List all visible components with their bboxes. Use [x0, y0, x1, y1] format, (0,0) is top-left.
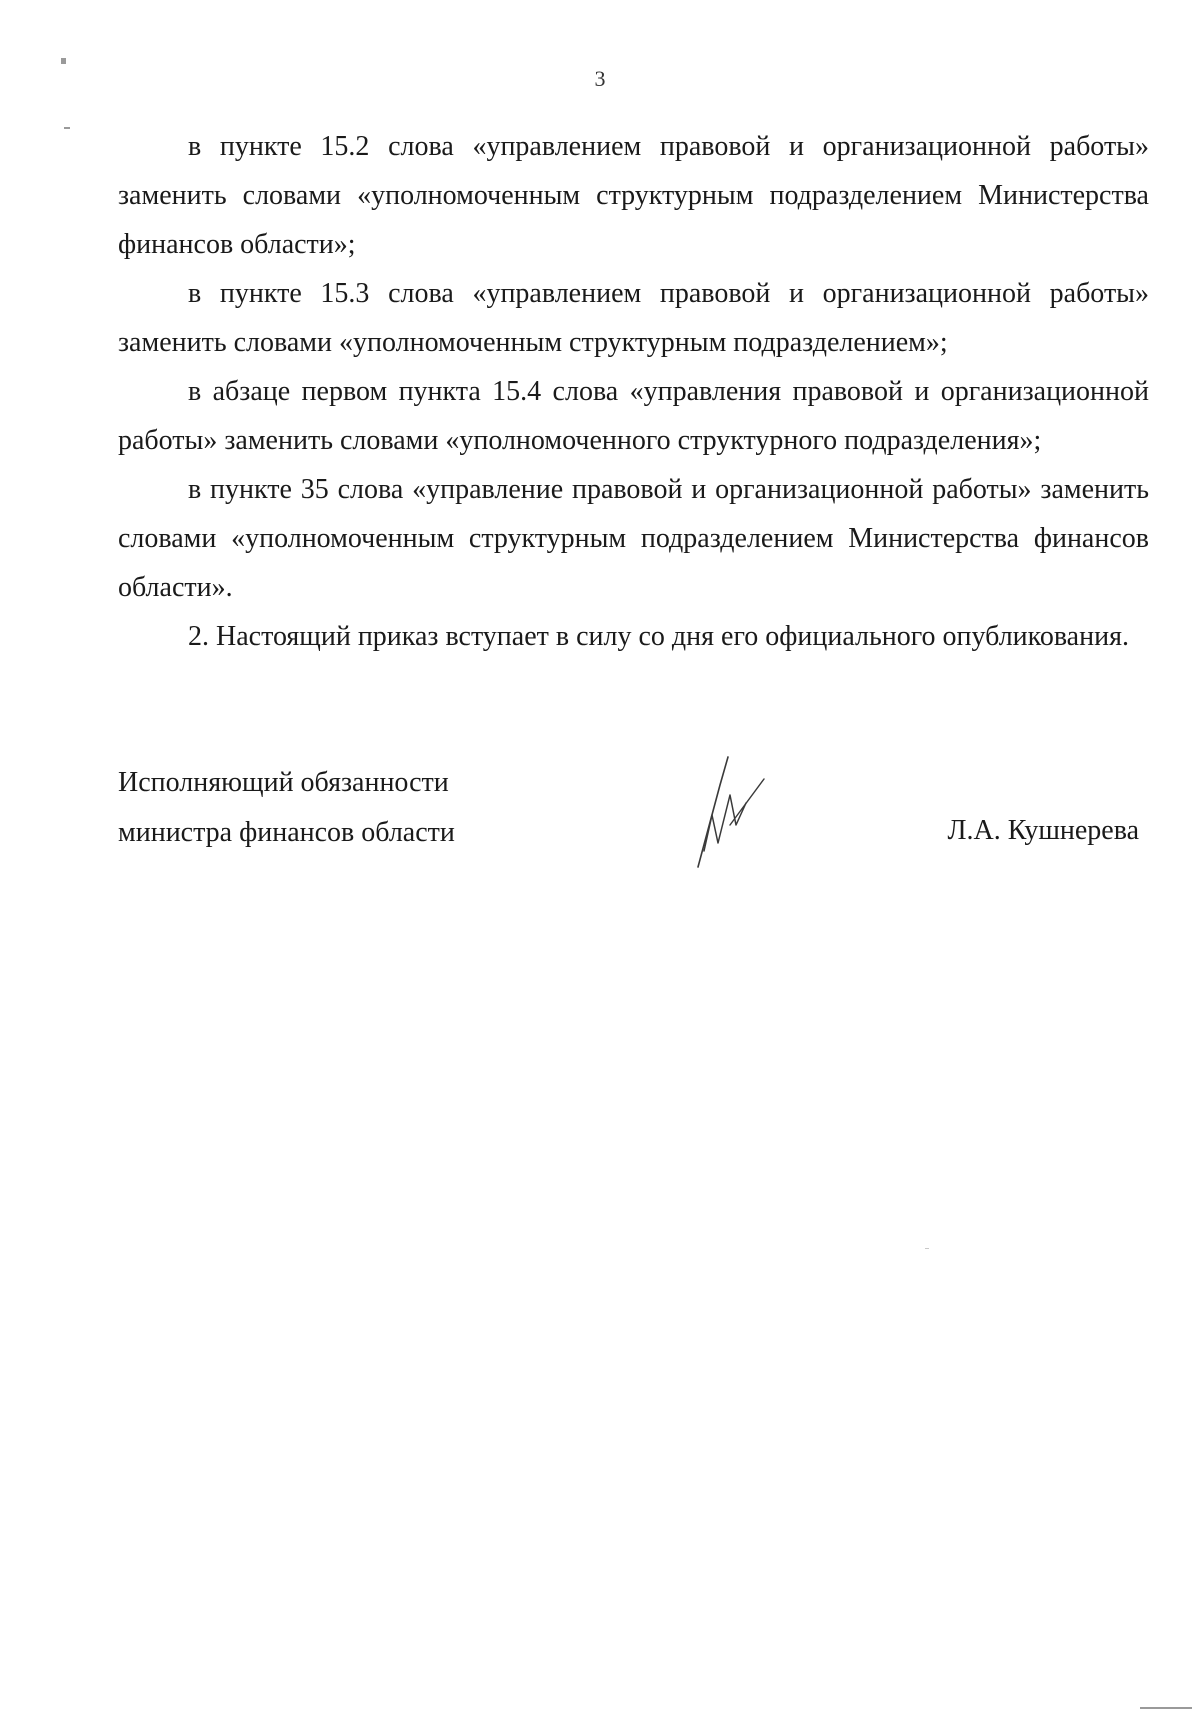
signer-position [118, 758, 455, 858]
document-body [118, 122, 1149, 661]
paragraph-effective-date: 2. Настоящий приказ вступает в силу со дня его официального опубликования. [188, 621, 1129, 652]
signer-position-line-1: Исполняющий обязанности [118, 767, 449, 798]
signature-block [118, 758, 1149, 878]
signer-position-line-2: министра финансов области [118, 817, 455, 848]
scan-artifact [925, 1248, 929, 1249]
signer-name: Л.А. Кушнерева [947, 815, 1139, 846]
paragraph-point-15-3: в пункте 15.3 слова «управлением правовой и организационной работы» заменить словами «уполномоченным структурным подразделением»; [118, 278, 1149, 358]
paragraph-point-35: в пункте 35 слова «управление правовой и организационной работы» заменить словами «уполномоченным структурным подразделением Министерства финансов области». [118, 474, 1149, 603]
paragraph-point-15-2: в пункте 15.2 слова «управлением правовой и организационной работы» заменить словами «уполномоченным структурным подразделением Министерства финансов области»; [118, 131, 1149, 260]
page-number: 3 [594, 66, 606, 91]
scan-artifact [64, 127, 70, 129]
paragraph-point-15-4: в абзаце первом пункта 15.4 слова «управления правовой и организационной работы» заменить словами «уполномоченного структурного подразделения»; [118, 376, 1149, 456]
handwritten-signature [690, 755, 790, 870]
scan-artifact [61, 58, 66, 64]
scan-artifact [1140, 1707, 1192, 1709]
